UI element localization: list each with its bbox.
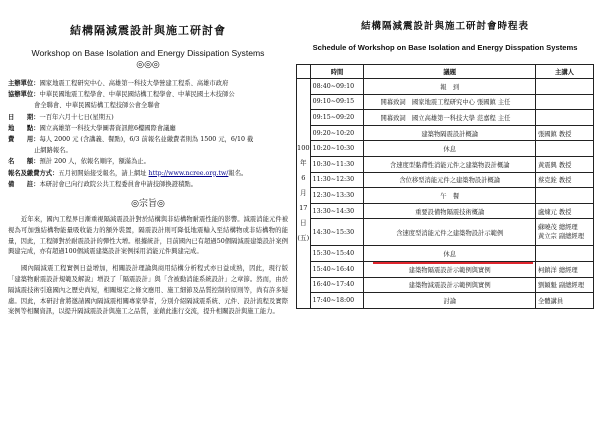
row-time: 08:40~09:10 [310, 79, 364, 95]
row-topic: 討論 [364, 293, 535, 309]
schedule-header-row [297, 65, 594, 79]
topic-column-header: 議題 [364, 65, 535, 79]
row-speaker [535, 246, 593, 262]
schedule-row [297, 219, 594, 246]
time-column-header: 時間 [310, 65, 364, 79]
info-quota: 名 額：預計 200 人，依報名順序，額滿為止。 [8, 158, 150, 166]
row-speaker: 張國鎮 教授 [535, 125, 593, 141]
date-char: 17 [299, 203, 308, 212]
row-time: 15:40~16:40 [310, 261, 364, 277]
row-time: 11:30~12:30 [310, 172, 364, 188]
row-time: 14:30~15:30 [310, 219, 364, 246]
row-time: 09:20~10:20 [310, 125, 364, 141]
row-topic: 含速度型消能元件之建築物設計示範例 [364, 219, 535, 246]
info-coorganizer-cont: 會全聯會、中華民國結構工程技師公會全聯會 [34, 102, 160, 110]
info-block [8, 78, 288, 190]
row-speaker [535, 188, 593, 204]
row-time: 09:15~09:20 [310, 110, 364, 126]
row-topic: 開幕致詞 國家地震工程研究中心 張國鎮 主任 [364, 94, 535, 110]
purpose-paragraph-1: 近年來，國內工程界日漸重視隔減震設計對於結構與非結構物耐震性能的影響。減震消能元件被視為可加強結構物能量吸收能力的額外裝置，隔震設計則可降低地震輸入至結構物或非結構物的能量，因此，工程師對於耐震設計的彈性大增。根據統計，目前國內已有超過50個隔減震建築設計案例興建完成，亦有超過100個減震建築設計案例採用消能元件興建完成。 [8, 216, 288, 256]
speaker-column-header: 主講人 [535, 65, 593, 79]
row-topic: 開幕致詞 國立高雄第一科技大學 范嘉程 主任 [364, 110, 535, 126]
date-char: 月 [300, 188, 307, 197]
row-topic: 含速度型黏滯性消能元件之建築物設計概論 [364, 156, 535, 172]
row-speaker: 柯鎮洋 總經理 [535, 261, 593, 277]
row-time: 12:30~13:30 [310, 188, 364, 204]
row-speaker [535, 110, 593, 126]
row-speaker: 劉穎魁 副總經理 [535, 277, 593, 293]
date-char: 日 [300, 218, 307, 227]
row-speaker [535, 94, 593, 110]
row-topic: 建築物隔震設計示範例與實例 [364, 261, 535, 277]
schedule-row [297, 293, 594, 309]
schedule-row [297, 94, 594, 110]
info-remark: 備 註：本研討會已向行政院公共工程委員會申請技師換證積點。 [8, 180, 197, 188]
row-topic: 含位移型消能元件之建築物設計概論 [364, 172, 535, 188]
row-time: 13:30~14:30 [310, 203, 364, 219]
announcement-title-zh: 結構隔減震設計與施工研討會 [70, 24, 226, 37]
purpose-paragraph-2: 國內隔減震工程實例日益增加，相關設計理論與商用結構分析程式亦日益成熟，因此，現行版「建築物耐震設計規範及解說」增設了「隔震設計」與「含被動消能系統設計」之章節。然而，由於隔減震技術引進國內之歷史尚短，相關規定之條文應用、施工細節及品質控制的原則等，尚有許多疑慮。因此，本研討會將邀請國內隔減震相關專家學者，分別介紹隔減震系統、元件、設計流程及實際案例等相關資訊，以提升隔減震設計與施工之品質，並藉此進行交流，提升相關設計與施工能力。 [8, 265, 288, 316]
schedule-title-en: Schedule of Workshop on Base Isolation and Energy Disspation Systems [312, 43, 578, 52]
info-organizer: 主辦單位：國家地震工程研究中心、高雄第一科技大學營建工程系、高雄市政府 [8, 80, 229, 87]
date-char: (五) [297, 233, 310, 242]
date-char: 年 [300, 158, 307, 167]
schedule-row [297, 203, 594, 219]
row-time: 09:10~09:15 [310, 94, 364, 110]
row-speaker: 黃震興 教授 [535, 156, 593, 172]
row-topic: 報 到 [364, 79, 535, 95]
schedule-row [297, 188, 594, 204]
date-cell [297, 79, 311, 309]
date-char: 6 [301, 173, 306, 182]
info-fee-cont: 止網路報名。 [34, 147, 72, 155]
speaker-line: 黃立宗 副總經理 [537, 233, 585, 241]
date-column-header [297, 65, 311, 79]
row-topic: 建築物減震設計示範例與實例 [364, 277, 535, 293]
schedule-row [297, 172, 594, 188]
row-speaker: 全體講員 [535, 293, 593, 309]
schedule-row [297, 156, 594, 172]
separator: ◎◎◎ [136, 60, 160, 70]
row-topic: 午 餐 [364, 188, 535, 204]
info-fee: 費 用：每人 2000 元 (含講義、餐點)，6/3 前報名並繳費者則為 1500 元，6/10 截 [8, 136, 254, 144]
announcement-panel [8, 12, 288, 324]
schedule-row [297, 110, 594, 126]
red-underline-annotation [373, 262, 533, 264]
row-speaker: 蔡克銓 教授 [535, 172, 593, 188]
row-topic: 建築物隔震設計概論 [364, 125, 535, 141]
info-coorganizer: 協辦單位：中華民國地震工程學會、中華民國結構工程學會、中華民國土木技師公 [8, 91, 235, 99]
row-topic: 重要設備物隔震技術概論 [364, 203, 535, 219]
schedule-row [297, 125, 594, 141]
schedule-row [297, 277, 594, 293]
schedule-row [297, 141, 594, 157]
schedule-table [296, 64, 594, 309]
row-time: 16:40~17:40 [310, 277, 364, 293]
registration-link[interactable]: http://www.ncree.org.tw/ [148, 169, 229, 177]
purpose-heading: ◎宗旨◎ [131, 199, 165, 210]
schedule-row [297, 79, 594, 95]
announcement-title-en: Workshop on Base Isolation and Energy Dissipation Systems [31, 48, 265, 58]
row-time: 10:30~11:30 [310, 156, 364, 172]
row-topic: 休息 [364, 141, 535, 157]
row-speaker: 盧煉元 教授 [535, 203, 593, 219]
row-topic: 休息 [364, 246, 535, 262]
schedule-row [297, 246, 594, 262]
speaker-line: 蘇曉茂 總經理 [537, 224, 578, 232]
info-venue: 地 點：國立高雄第一科技大學圖書資訊館6樓國際會議廳 [8, 124, 176, 132]
row-time: 10:20~10:30 [310, 141, 364, 157]
row-speaker [535, 79, 593, 95]
row-speaker [535, 219, 593, 246]
info-date: 日 期：一百年六月十七日(星期五) [8, 113, 114, 121]
row-speaker [535, 141, 593, 157]
schedule-title-zh: 結構隔減震設計與施工研討會時程表 [360, 21, 529, 32]
date-char: 100 [297, 143, 310, 152]
row-time: 15:30~15:40 [310, 246, 364, 262]
row-time: 17:40~18:00 [310, 293, 364, 309]
schedule-panel [296, 12, 594, 305]
info-registration: 報名及繳費方式：五月初開始接受報名，請上網址 http://www.ncree.org.tw/報名。 [8, 169, 248, 177]
